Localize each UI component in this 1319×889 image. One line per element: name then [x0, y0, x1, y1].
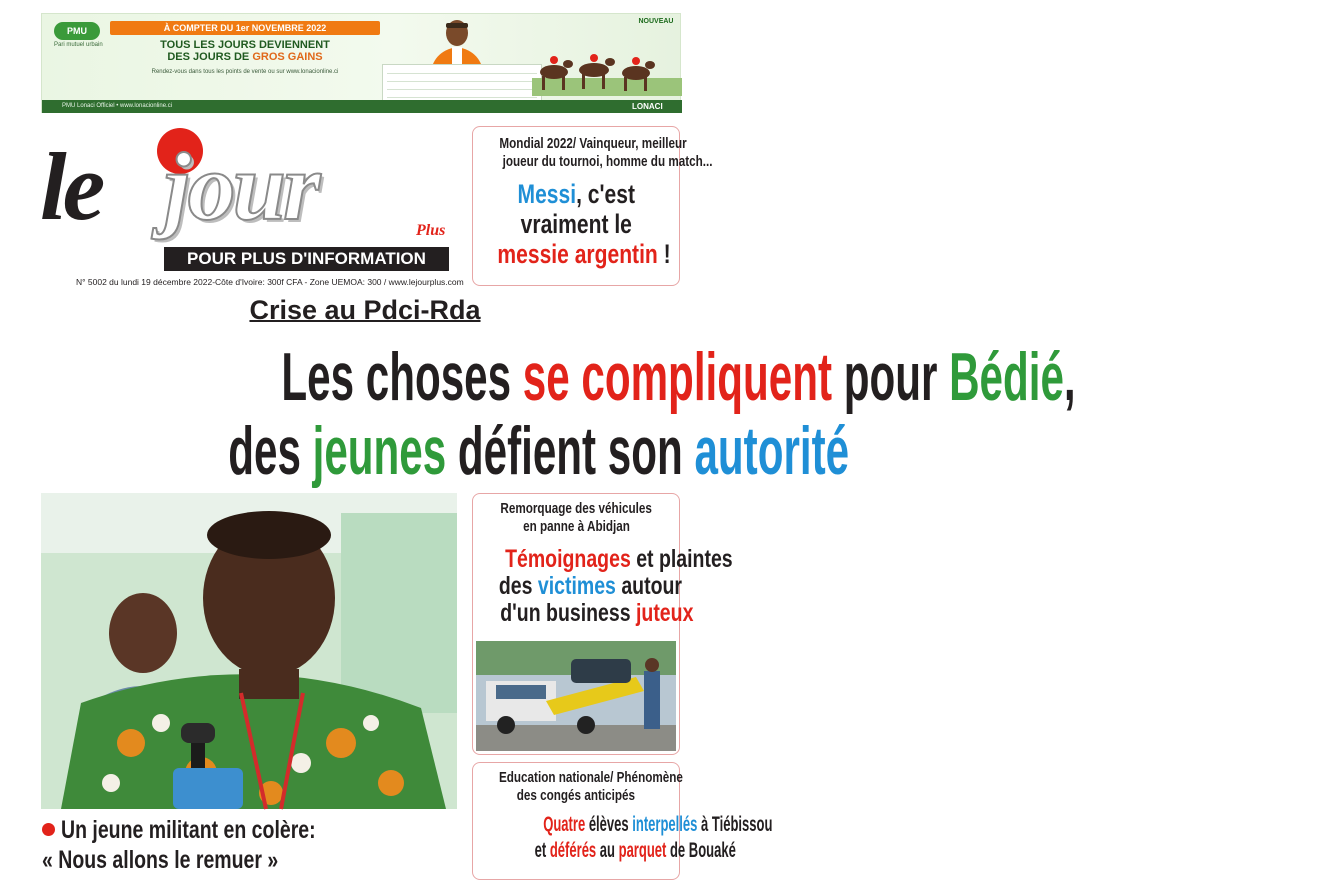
issue-info: N° 5002 du lundi 19 décembre 2022-Côte d'Ivoire: 300f CFA - Zone UEMOA: 300 / www.lejourplus.com [76, 277, 464, 287]
masthead-jour: jour [164, 133, 318, 240]
photo-caption[interactable] [42, 815, 467, 875]
caption-line2: « Nous allons le remuer » [42, 846, 279, 874]
remorquage-headline-line2: des victimes autour [498, 572, 682, 600]
education-headline-line1: Quatre élèves interpellés à Tiébissou [543, 813, 773, 836]
ad-nouveau-label: NOUVEAU [638, 18, 674, 25]
teaser-box-education[interactable] [472, 762, 773, 880]
education-kicker-line1: Education nationale/ Phénomène [498, 769, 683, 786]
masthead-le: le [40, 133, 102, 240]
education-kicker-line2: des congés anticipés [516, 787, 636, 804]
messi-headline-line2: vraiment le [520, 209, 632, 239]
ad-promo-text [110, 39, 380, 63]
advertisement-banner[interactable] [41, 13, 681, 113]
main-headline-line1[interactable]: Les choses se compliquent pour Bédié, [281, 339, 1076, 415]
main-headline-line2[interactable]: des jeunes défient son autorité [228, 413, 850, 489]
main-photo [41, 493, 457, 809]
ad-promo-line2: DES JOURS DE [167, 51, 253, 63]
masthead-plus: Plus [416, 222, 446, 239]
messi-headline-line3: messie argentin ! [497, 239, 671, 269]
ad-slogan: Pari mutuel urbain [54, 42, 103, 48]
remorquage-kicker-line1: Remorquage des véhicules [500, 500, 652, 517]
lonaci-logo: LONACI [632, 102, 663, 111]
bullet-dot-icon [42, 823, 55, 836]
messi-kicker-line2: joueur du tournoi, homme du match... [502, 153, 713, 170]
headline-supertitle: Crise au Pdci-Rda [249, 295, 481, 325]
ad-promo-line1: TOUS LES JOURS DEVIENNENT [160, 39, 330, 51]
ad-horses-image [532, 42, 682, 96]
caption-line1: Un jeune militant en colère: [42, 815, 467, 845]
education-headline-line2: et déférés au parquet de Bouaké [534, 839, 736, 862]
ad-promo-highlight: GROS GAINS [252, 51, 323, 63]
masthead-tagline: POUR PLUS D'INFORMATION [164, 247, 449, 271]
tow-truck-photo [476, 641, 676, 751]
remorquage-headline-line1: Témoignages et plaintes [505, 545, 733, 573]
messi-headline-line1: Messi, c'est [517, 179, 635, 209]
ad-date-bar: À COMPTER DU 1er NOVEMBRE 2022 [110, 21, 380, 35]
messi-kicker-line1: Mondial 2022/ Vainqueur, meilleur [499, 135, 687, 152]
remorquage-headline-line3: d'un business juteux [500, 599, 694, 627]
ad-info-text: Rendez-vous dans tous les points de vente ou sur www.lonacionline.ci [151, 69, 339, 75]
ad-footer: PMU Lonaci Officiel • www.lonacionline.ci [42, 100, 682, 113]
pmu-logo: PMU [54, 22, 100, 40]
remorquage-kicker-line2: en panne à Abidjan [522, 518, 630, 535]
ad-schedule-table [382, 64, 542, 104]
teaser-box-messi[interactable] [472, 126, 713, 286]
